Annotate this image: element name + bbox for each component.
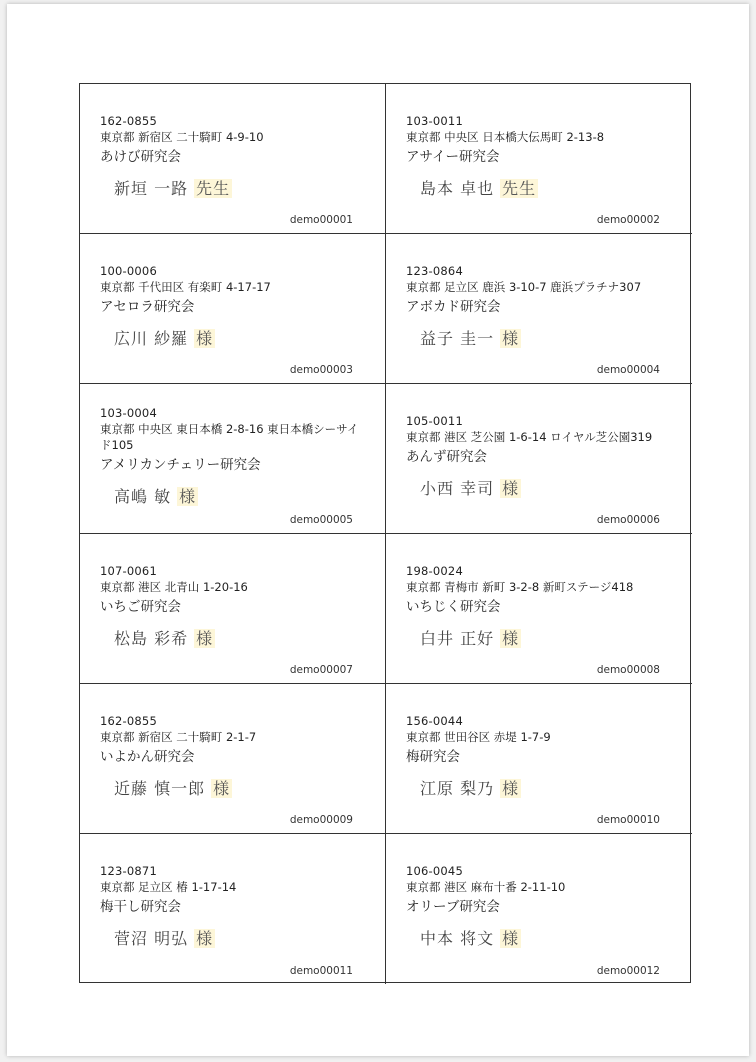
recipient-name: 新垣 一路 [114,178,189,198]
record-code: demo00007 [289,664,353,676]
organization: アセロラ研究会 [100,298,195,315]
address: 東京都 中央区 日本橋大伝馬町 2-13-8 [406,129,605,144]
address: 東京都 足立区 椿 1-17-14 [100,880,237,894]
address-label [80,234,386,384]
address-label [386,384,692,534]
postal-code: 123-0864 [406,263,463,278]
postal-code: 156-0044 [406,713,463,728]
honorific: 様 [179,486,197,506]
postal-code: 162-0855 [100,713,157,728]
organization: いちご研究会 [100,598,181,615]
recipient-name: 島本 卓也 [420,178,495,198]
record-code: demo00005 [289,514,353,526]
recipient-name: 益子 圭一 [420,328,495,348]
record-code: demo00001 [289,214,353,226]
organization: アメリカンチェリー研究会 [100,456,261,473]
address-label [80,834,386,984]
postal-code: 162-0855 [100,113,157,128]
address-label [80,684,386,834]
recipient-line [100,326,385,349]
recipient-line [406,176,692,199]
organization: いちじく研究会 [406,598,501,615]
organization: 梅研究会 [406,748,460,765]
address: 東京都 新宿区 二十騎町 4-9-10 [100,129,264,144]
recipient-line [100,176,385,199]
label-sheet [79,83,691,983]
address: 東京都 新宿区 二十騎町 2-1-7 [100,729,257,744]
organization: あんず研究会 [406,448,487,465]
recipient-line [406,926,692,949]
recipient-line [406,776,692,799]
recipient-name: 松島 彩希 [114,628,189,648]
address: 東京都 世田谷区 赤堤 1-7-9 [406,729,551,744]
postal-code: 100-0006 [100,263,157,278]
organization: オリーブ研究会 [406,899,500,915]
postal-code: 103-0011 [406,113,463,128]
address: 東京都 港区 麻布十番 2-11-10 [406,880,566,894]
honorific: 様 [502,628,520,648]
recipient-name: 近藤 慎一郎 [114,778,206,798]
address-label [386,534,692,684]
honorific: 様 [196,328,214,348]
organization: いよかん研究会 [100,748,195,765]
address-label [386,84,692,234]
record-code: demo00011 [289,965,353,977]
recipient-line [100,626,385,649]
address-label [386,684,692,834]
recipient-line [406,476,692,499]
honorific: 先生 [502,178,537,198]
record-code: demo00006 [596,514,660,526]
postal-code: 106-0045 [406,864,463,878]
honorific: 様 [502,778,520,798]
honorific: 様 [502,478,520,498]
organization: あけび研究会 [100,148,181,165]
recipient-line [406,626,692,649]
honorific: 様 [196,628,214,648]
document-page [7,4,749,1056]
address-label [80,534,386,684]
record-code: demo00002 [596,214,660,226]
recipient-name: 中本 将文 [420,929,495,948]
postal-code: 103-0004 [100,405,157,420]
organization: アボカド研究会 [406,298,501,315]
record-code: demo00008 [596,664,660,676]
record-code: demo00003 [289,364,353,376]
recipient-line [100,776,385,799]
address-label [80,84,386,234]
address-label [386,234,692,384]
honorific: 先生 [196,178,231,198]
recipient-name: 江原 梨乃 [420,778,495,798]
recipient-line [100,484,385,507]
address: 東京都 中央区 東日本橋 2-8-16 東日本橋シーサイド105 [100,421,359,452]
address: 東京都 港区 芝公園 1-6-14 ロイヤル芝公園319 [406,429,653,444]
honorific: 様 [196,929,214,948]
record-code: demo00004 [596,364,660,376]
address: 東京都 足立区 鹿浜 3-10-7 鹿浜プラチナ307 [406,279,642,294]
recipient-line [100,926,385,949]
postal-code: 198-0024 [406,563,463,578]
address: 東京都 港区 北青山 1-20-16 [100,579,248,594]
recipient-line [406,326,692,349]
honorific: 様 [213,778,231,798]
address-label [386,834,692,984]
recipient-name: 広川 紗羅 [114,328,189,348]
address: 東京都 青梅市 新町 3-2-8 新町ステージ418 [406,579,634,594]
postal-code: 123-0871 [100,864,157,878]
postal-code: 105-0011 [406,413,463,428]
address: 東京都 千代田区 有楽町 4-17-17 [100,279,271,294]
recipient-name: 菅沼 明弘 [114,929,189,948]
record-code: demo00012 [596,965,660,977]
recipient-name: 白井 正好 [420,628,495,648]
organization: 梅干し研究会 [100,899,181,915]
postal-code: 107-0061 [100,563,157,578]
organization: アサイー研究会 [406,148,500,165]
recipient-name: 小西 幸司 [420,478,495,498]
honorific: 様 [502,328,520,348]
recipient-name: 高嶋 敏 [114,486,172,506]
honorific: 様 [502,929,520,948]
record-code: demo00010 [596,814,660,826]
address-label [80,384,386,534]
record-code: demo00009 [289,814,353,826]
